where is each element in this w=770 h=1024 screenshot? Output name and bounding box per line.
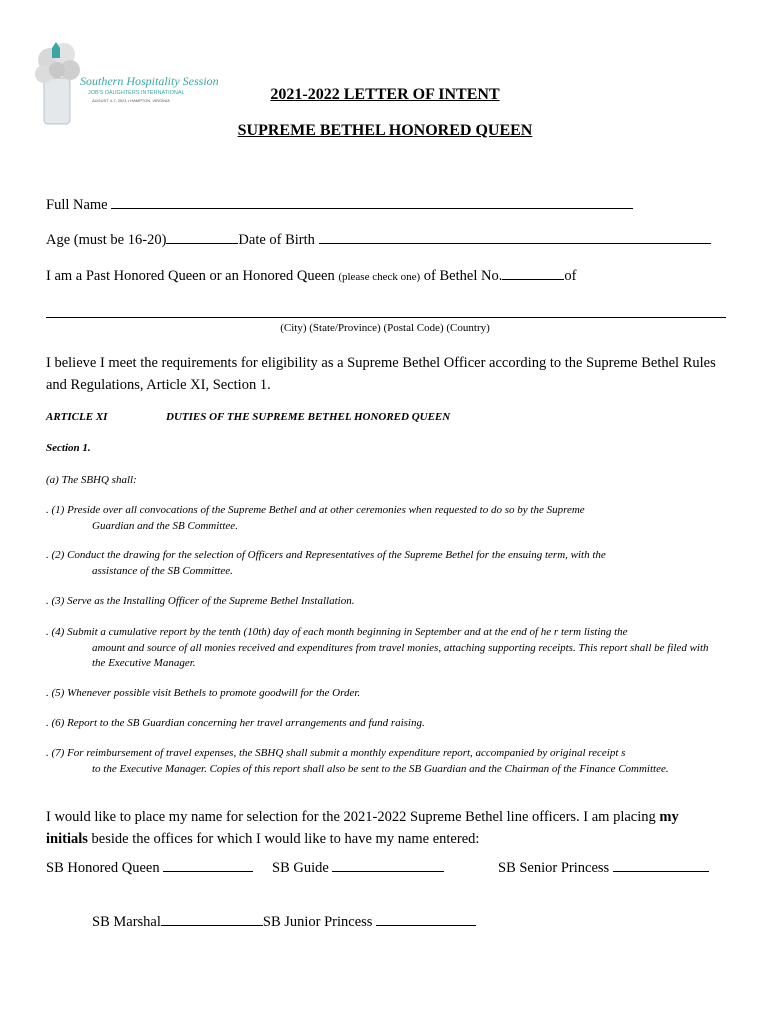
duty-item — [46, 686, 716, 702]
article-label: ARTICLE XI — [46, 411, 108, 423]
office-label: SB Junior Princess — [262, 914, 373, 930]
session-logo — [30, 40, 219, 128]
queen-row — [46, 266, 576, 285]
page-title: 2021-2022 LETTER OF INTENT — [270, 86, 500, 103]
office-label: SB Marshal — [92, 914, 161, 930]
duty-continuation: assistance of the SB Committee. — [92, 564, 233, 577]
initials-field-guide[interactable] — [332, 858, 444, 872]
age-dob-row — [46, 230, 711, 249]
logo-org: JOB'S DAUGHTERS INTERNATIONAL — [88, 90, 185, 96]
initials-field-honored-queen[interactable] — [163, 858, 253, 872]
duty-line: . (3) Serve as the Installing Officer of the Supreme Bethel Installation. — [46, 595, 355, 607]
initials-field-marshal[interactable] — [161, 912, 263, 926]
duty-line: . (1) Preside over all convocations of the Supreme Bethel and at other ceremonies when requested to do so by the Supreme — [46, 504, 585, 516]
logo-dates: AUGUST 4-7, 2021 • HAMPTON, VIRGINIA — [92, 98, 170, 103]
age-field[interactable] — [166, 230, 238, 244]
duty-item — [46, 746, 716, 777]
location-caption: (City) (State/Province) (Postal Code) (Country) — [280, 322, 490, 334]
eligibility-statement: I believe I meet the requirements for eligibility as a Supreme Bethel Officer according to the Supreme Bethel Rules and Regulations, Article XI, Section 1. — [46, 355, 716, 393]
duty-item — [46, 625, 716, 672]
initials-field-senior-princess[interactable] — [613, 858, 709, 872]
duty-continuation: amount and source of all monies received and expenditures from travel monies, attaching supporting receipts. This report shall be filed with the Executive Manager. — [92, 641, 709, 669]
full-name-label: Full Name — [46, 197, 108, 213]
selection-bold-initials: initials — [46, 831, 88, 847]
initials-field-junior-princess[interactable] — [376, 912, 476, 926]
office-senior-princess — [498, 858, 709, 877]
selection-statement — [46, 806, 716, 850]
queen-note: (please check one) — [338, 271, 421, 283]
duty-continuation: Guardian and the SB Committee. — [92, 519, 238, 532]
bethel-number-field[interactable] — [502, 266, 564, 280]
office-honored-queen — [46, 858, 253, 877]
duty-item — [46, 548, 716, 579]
duty-line: . (7) For reimbursement of travel expenses, the SBHQ shall submit a monthly expenditure report, accompanied by original receipt s — [46, 747, 626, 759]
duty-continuation: to the Executive Manager. Copies of this report shall also be sent to the SB Guardian and the Chairman of the Finance Committee. — [92, 762, 669, 775]
duty-line: . (5) Whenever possible visit Bethels to promote goodwill for the Order. — [46, 687, 361, 699]
duty-line: . (2) Conduct the drawing for the selection of Officers and Representatives of the Supreme Bethel for the ensuing term, with the — [46, 549, 606, 561]
office-label: SB Senior Princess — [498, 860, 610, 876]
selection-text-a: I would like to place my name for selection for the 2021-2022 Supreme Bethel line officers. I am placing — [46, 809, 660, 825]
duty-item — [46, 503, 716, 534]
bethel-label: of Bethel No. — [423, 268, 503, 284]
location-field[interactable] — [46, 317, 726, 318]
logo-title: Southern Hospitality Session — [80, 74, 219, 88]
office-label: SB Guide — [272, 860, 329, 876]
full-name-row — [46, 195, 633, 214]
dob-field[interactable] — [319, 230, 711, 244]
duty-line: . (6) Report to the SB Guardian concerning her travel arrangements and fund raising. — [46, 717, 425, 729]
dob-label: Date of Birth — [238, 232, 315, 248]
page-subtitle: SUPREME BETHEL HONORED QUEEN — [237, 122, 533, 139]
office-guide — [272, 858, 444, 877]
office-label: SB Honored Queen — [46, 860, 160, 876]
age-label: Age (must be 16-20) — [46, 232, 167, 248]
office-marshal-junior — [92, 912, 476, 931]
article-heading: DUTIES OF THE SUPREME BETHEL HONORED QUEEN — [166, 411, 451, 423]
of-label: of — [564, 268, 577, 284]
duty-item — [46, 594, 716, 610]
queen-text: I am a Past Honored Queen or an Honored Queen — [46, 268, 335, 284]
duty-item — [46, 716, 716, 732]
full-name-field[interactable] — [111, 195, 633, 209]
duties-intro: (a) The SBHQ shall: — [46, 474, 137, 486]
selection-text-b: beside the offices for which I would like to have my name entered: — [87, 831, 480, 847]
section-label: Section 1. — [46, 442, 91, 454]
selection-bold-my: my — [659, 809, 679, 825]
duty-line: . (4) Submit a cumulative report by the tenth (10th) day of each month beginning in September and at the end of he r term listing the — [46, 626, 628, 638]
